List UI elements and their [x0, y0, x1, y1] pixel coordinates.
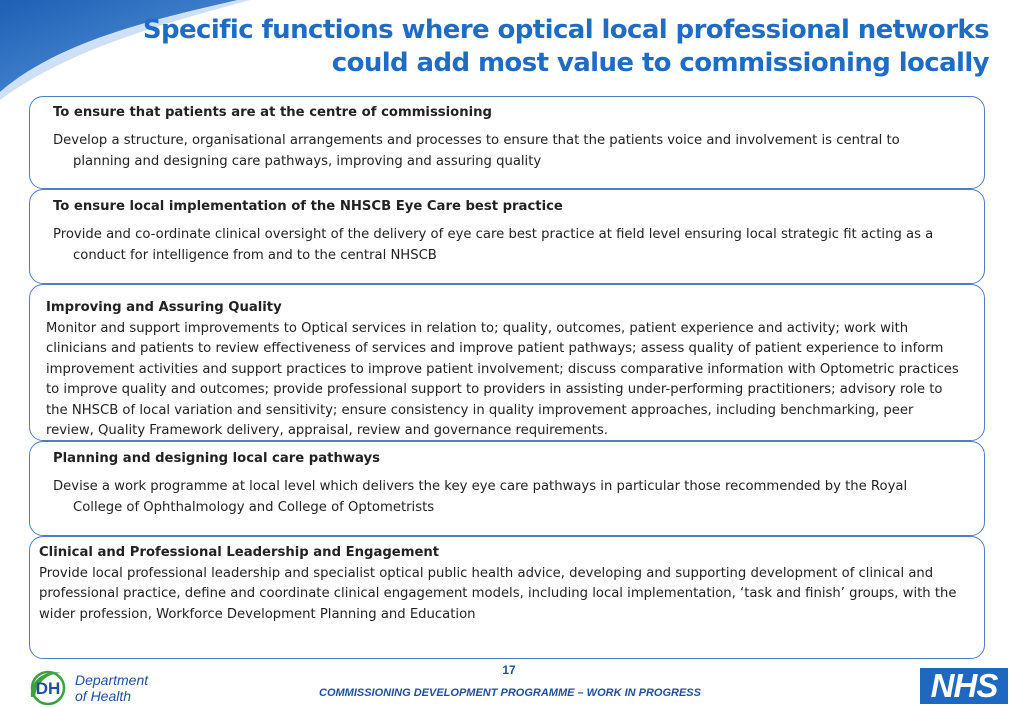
dh-logo-icon — [27, 667, 69, 707]
function-box-leadership-engagement — [29, 536, 985, 659]
dh-mark-letters: DH — [35, 679, 61, 698]
dh-logo-text — [75, 672, 148, 704]
function-body: Provide and co-ordinate clinical oversight of the delivery of eye care best practice at field level ensuring local strategic fit acting as a conduct for intelligence from and to the central NHSCB — [53, 227, 934, 263]
slide-title-line-1: Specific functions where optical local professional networks — [142, 15, 989, 45]
nhs-logo-icon: NHS — [920, 668, 1008, 704]
function-body: Monitor and support improvements to Optical services in relation to; quality, outcomes, patient experience and activity; work with clinicians and patients to review effectiveness of services and improve patient pathways; assess quality of patient experience to inform improvement activities and support practices to improve patient involvement; discuss comparative information with Optometric practices to improve quality and outcomes; provide professional support to providers in assisting under-performing practitioners; advisory role to the NHSCB of local variation and sensitivity; ensure consistency in quality improvement approaches, including benchmarking, peer review, Quality Framework delivery, appraisal, review and governance requirements. — [46, 320, 959, 438]
dh-logo-line-1: Department — [75, 672, 149, 688]
function-box-care-pathways — [29, 441, 985, 536]
dh-logo-line-2: of Health — [75, 688, 132, 704]
function-heading: To ensure local implementation of the NHSCB Eye Care best practice — [53, 199, 563, 214]
function-heading: Planning and designing local care pathways — [53, 451, 380, 466]
function-heading: Clinical and Professional Leadership and Engagement — [39, 545, 440, 560]
function-body: Develop a structure, organisational arrangements and processes to ensure that the patients voice and involvement is central to planning and designing care pathways, improving and assuring quality — [53, 133, 900, 169]
function-box-patients-centre — [29, 96, 985, 189]
function-heading: Improving and Assuring Quality — [46, 300, 282, 315]
function-body: Devise a work programme at local level which delivers the key eye care pathways in particular those recommended by the Royal College of Ophthalmology and College of Optometrists — [53, 479, 908, 515]
page-number: 17 — [502, 663, 516, 677]
slide-title-line-2: could add most value to commissioning locally — [331, 48, 989, 78]
function-body: Provide local professional leadership and specialist optical public health advice, developing and supporting development of clinical and professional practice, define and coordinate clinical engagement models, including local implementation, ‘task and finish’ groups, with the wider profession, Workforce Development Planning and Education — [39, 565, 957, 622]
function-box-eye-care-best-practice — [29, 189, 985, 284]
slide-title — [89, 14, 989, 80]
function-heading: To ensure that patients are at the centre of commissioning — [53, 105, 492, 120]
department-of-health-logo — [27, 665, 167, 707]
footer-programme-text: COMMISSIONING DEVELOPMENT PROGRAMME – WORK IN PROGRESS — [319, 687, 701, 699]
function-box-improving-quality — [29, 284, 985, 441]
